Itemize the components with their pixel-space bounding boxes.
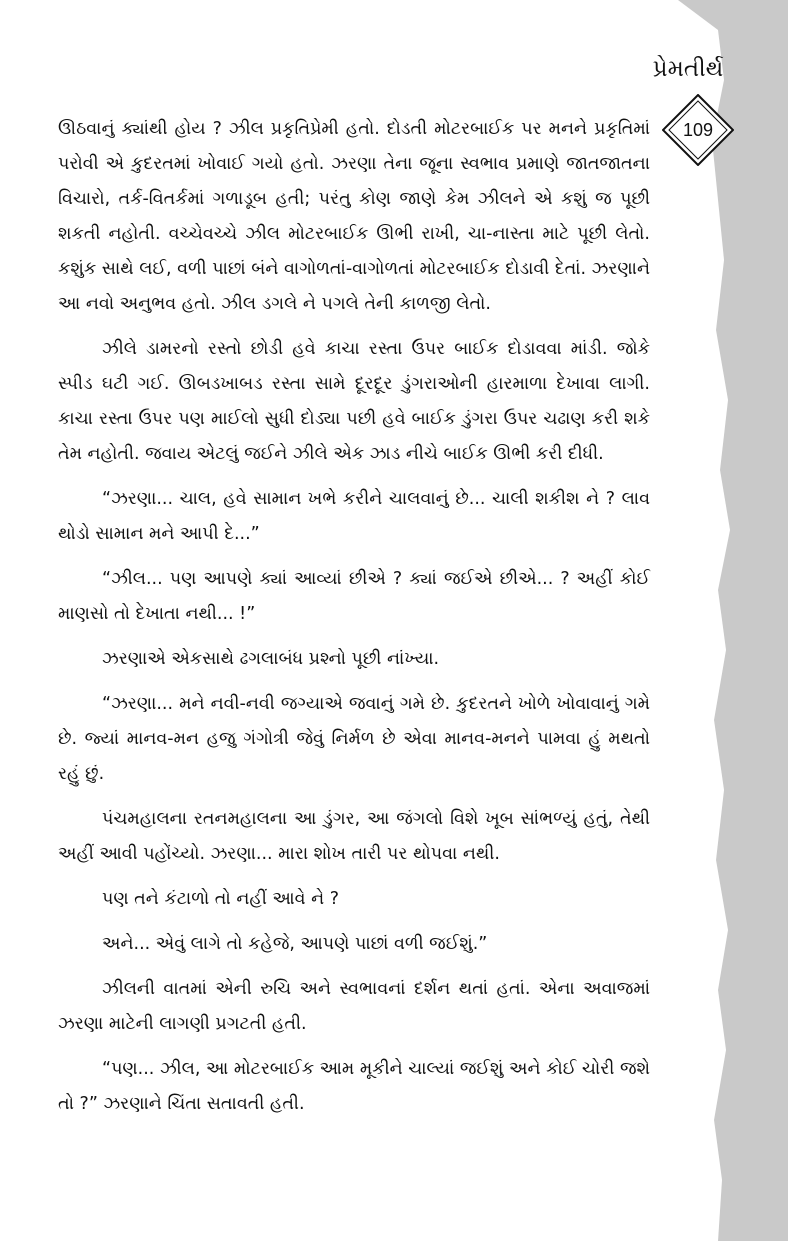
paragraph: ઝરણાએ એકસાથે ઢગલાબંધ પ્રશ્નો પૂછી નાંખ્યા. [102,649,440,669]
paragraph: “પણ... ઝીલ, આ મોટરબાઈક આમ મૂકીને ચાલ્યાં જઈશું અને કોઈ ચોરી જશે તો ?” ઝરણાને ચિંતા સતાવતી હતી. [58,1059,650,1114]
page-edge-shadow [678,0,788,1241]
running-title: પ્રેમતીર્થ [652,56,724,82]
paragraph: ઝીલની વાતમાં એની રુચિ અને સ્વભાવનાં દર્શન થતાં હતાં. એના અવાજમાં ઝરણા માટેની લાગણી પ્રગટતી હતી. [58,979,650,1034]
paragraph: અને... એવું લાગે તો કહેજે, આપણે પાછાં વળી જઈશું.” [102,934,488,954]
paragraph: પણ તને કંટાળો તો નહીં આવે ને ? [102,889,339,909]
torn-edge-shape [678,0,788,1241]
paragraph: પંચમહાલના રતનમહાલના આ ડુંગર, આ જંગલો વિશે ખૂબ સાંભળ્યું હતું, તેથી અહીં આવી પહોંચ્યો. ઝરણા... મારા શોખ તારી પર થોપવા નથી. [58,809,650,864]
paragraph: “ઝીલ... પણ આપણે ક્યાં આવ્યાં છીએ ? ક્યાં જઈએ છીએ... ? અહીં કોઈ માણસો તો દેખાતા નથી... !” [58,569,650,624]
paragraph: ઝીલે ડામરનો રસ્તો છોડી હવે કાચા રસ્તા ઉપર બાઈક દોડાવવા માંડી. જોકે સ્પીડ ઘટી ગઈ. ઊબડખાબડ રસ્તા સામે દૂરદૂર ડુંગરાઓની હારમાળા દેખાવા લાગી. કાચા રસ્તા ઉપર પણ માઈલો સુધી દોડ્યા પછી હવે બાઈક ડુંગરા ઉપર ચઢાણ કરી શકે તેમ નહોતી. જવાય એટલું જઈને ઝીલે એક ઝાડ નીચે બાઈક ઊભી કરી દીધી. [58,339,650,464]
paragraph: “ઝરણા... મને નવી-નવી જગ્યાએ જવાનું ગમે છે. કુદરતને ખોળે ખોવાવાનું ગમે છે. જ્યાં માનવ-મન હજુ ગંગોત્રી જેવું નિર્મળ છે એવા માનવ-મનને પામવા હું મથતો રહું છું. [58,694,650,784]
paragraph: “ઝરણા... ચાલ, હવે સામાન ખભે કરીને ચાલવાનું છે... ચાલી શકીશ ને ? લાવ થોડો સામાન મને આપી દે...” [58,489,650,544]
body-text [58,112,650,1132]
page-number-badge [662,94,734,166]
paragraph: ઊઠવાનું ક્યાંથી હોય ? ઝીલ પ્રકૃતિપ્રેમી હતો. દોડતી મોટરબાઈક પર મનને પ્રકૃતિમાં પરોવી એ કુદરતમાં ખોવાઈ ગયો હતો. ઝરણા તેના જૂના સ્વભાવ પ્રમાણે જાતજાતના વિચારો, તર્ક-વિતર્કમાં ગળાડૂબ હતી; પરંતુ કોણ જાણે કેમ ઝીલને એ કશું જ પૂછી શકતી નહોતી. વચ્ચેવચ્ચે ઝીલ મોટરબાઈક ઊભી રાખી, ચા-નાસ્તા માટે પૂછી લેતો. કશુંક સાથે લઈ, વળી પાછાં બંને વાગોળતાં-વાગોળતાં મોટરબાઈક દોડાવી દેતાં. ઝરણાને આ નવો અનુભવ હતો. ઝીલ ડગલે ને પગલે તેની કાળજી લેતો. [58,119,650,314]
page-number: 109 [682,120,714,140]
